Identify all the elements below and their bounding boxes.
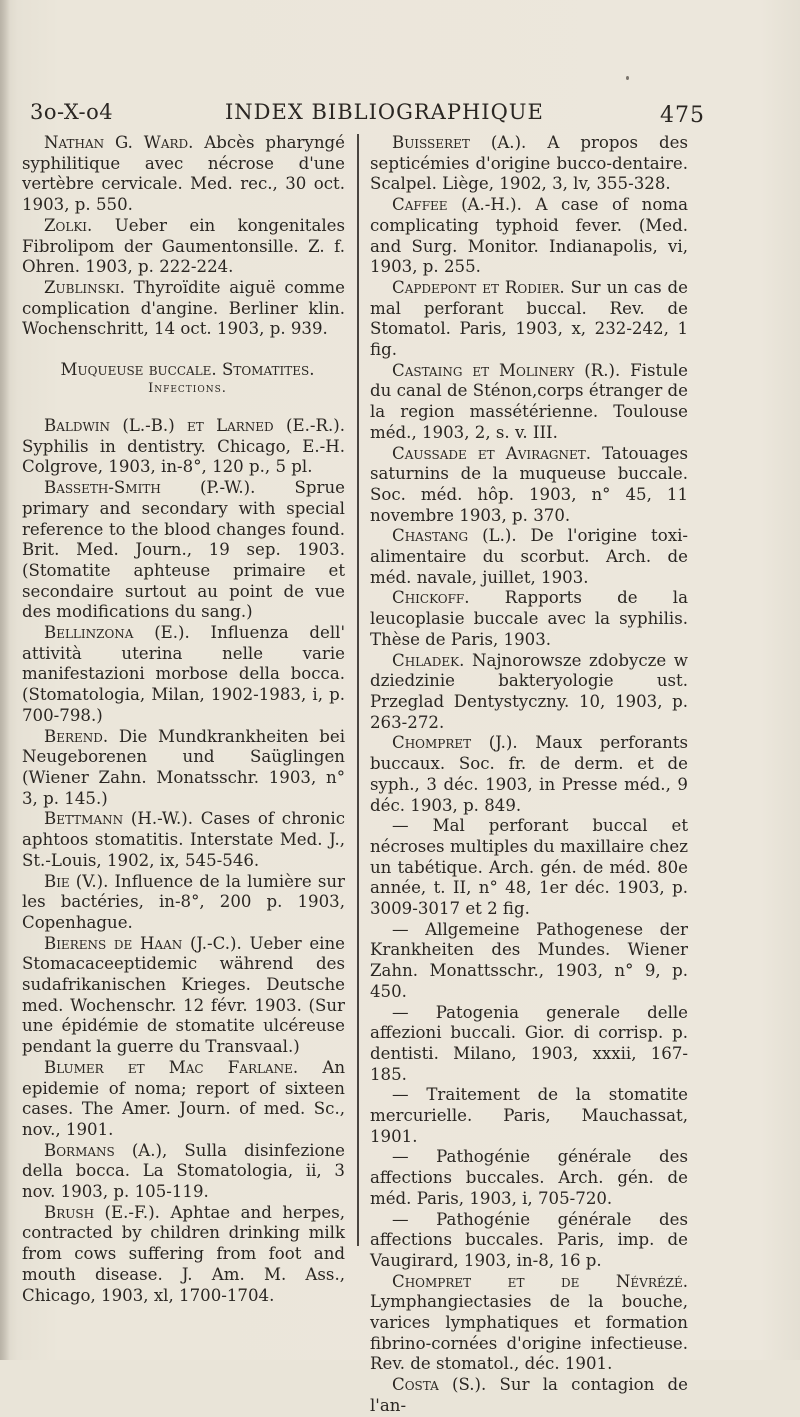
entry-text: Sur un cas de mal perforant buccal. Rev. de Stomatol. Paris, 1903, x, 232-242, 1 fig.	[370, 277, 688, 360]
entry-text: Ueber eine Stomacaceeptidemic während des sudafrikanischen Krieges. Deutsche med. Wochenschr. 12 févr. 1903. (Sur une épidémie de stomatite ulcéreuse pendant la guerre du Transvaal.)	[22, 933, 345, 1057]
page-number: 475	[660, 103, 705, 128]
entry-author: Zolki.	[44, 215, 93, 235]
entry-author: Bellinzona (E.).	[44, 623, 190, 643]
header-date-mark: 3o-X-o4	[30, 100, 114, 124]
entry-text: Mal perforant buccal et nécroses multiples du maxillaire chez un tabétique. Arch. gén. de méd. 80e année, t. II, n° 48, 1er déc. 1903, p. 3009-3017 et 2 fig.	[370, 816, 688, 919]
entry-text: Lymphangiectasies de la bouche, varices lymphatiques et formation fibrino-cornées d'origine infectieuse. Rev. de stomatol., déc. 1901.	[370, 1292, 688, 1374]
entry-author: —	[392, 816, 409, 836]
entry-text: Maux perforants buccaux. Soc. fr. de derm. et de syph., 3 déc. 1903, in Presse méd., 9 déc. 1903, p. 849.	[370, 733, 688, 815]
entry-text: Patogenia generale delle affezioni buccali. Gior. di corrisp. p. dentisti. Milano, 1903, xxxii, 167-185.	[370, 1002, 688, 1084]
bibliography-entry	[22, 727, 345, 810]
entry-text: Aphtae and herpes, contracted by children drinking milk from cows suffering from foot and mouth disease. J. Am. M. Ass., Chicago, 1903, xl, 1700-1704.	[22, 1202, 345, 1305]
bibliography-entry	[22, 809, 345, 871]
entry-author: Brush (E.-F.).	[44, 1202, 160, 1222]
bibliography-entry	[370, 1210, 688, 1272]
bibliography-entry	[22, 216, 345, 278]
entry-text: Traitement de la stomatite mercurielle. Paris, Mauchassat, 1901.	[370, 1085, 688, 1146]
entry-text: De l'origine toxi-alimentaire du scorbut. Arch. de méd. navale, juillet, 1903.	[370, 526, 688, 587]
entry-author: —	[392, 1147, 409, 1167]
entry-text: Sur la contagion de l'an-	[370, 1375, 688, 1415]
section-subtitle: Infections.	[148, 381, 227, 397]
entry-author: Chompret (J.).	[392, 733, 518, 753]
entry-author: Berend.	[44, 726, 109, 746]
bibliography-entry	[370, 361, 688, 444]
bibliography-entry	[370, 733, 688, 816]
entry-author: Baldwin (L.-B.) et Larned (E.-R.).	[44, 416, 345, 436]
entry-author: Bormans (A.),	[44, 1140, 168, 1160]
section-heading	[30, 360, 345, 398]
bibliography-entry	[22, 416, 345, 478]
entry-author: Chastang (L.).	[392, 526, 517, 546]
entry-author: —	[392, 1002, 409, 1022]
entry-author: Bettmann (H.-W.).	[44, 809, 193, 829]
entry-text: Ueber ein kongenitales Fibrolipom der Gaumentonsille. Z. f. Ohren. 1903, p. 222-224.	[22, 215, 345, 277]
bibliography-entry	[370, 133, 688, 195]
entry-author: Basseth-Smith (P.-W.).	[44, 478, 256, 498]
bibliography-entry	[370, 1085, 688, 1147]
entry-author: Bie (V.).	[44, 871, 109, 891]
column-divider	[357, 134, 359, 1246]
entry-author: Zublinski.	[44, 277, 125, 297]
right-column	[370, 133, 688, 1417]
entry-text: Sulla disinfezione della bocca. La Stomatologia, ii, 3 nov. 1903, p. 105-119.	[22, 1140, 345, 1202]
entry-text: Die Mundkrankheiten bei Neugeborenen und Saüglingen (Wiener Zahn. Monatsschr. 1903, n° 3, p. 145.)	[22, 726, 345, 808]
entry-author: Costa (S.).	[392, 1375, 487, 1395]
entry-author: Chompret et de Névrézé.	[392, 1271, 688, 1291]
bibliography-entry	[22, 934, 345, 1058]
entry-text: Tatouages saturnins de la muqueuse buccale. Soc. méd. hôp. 1903, n° 45, 11 novembre 1903, p. 370.	[370, 443, 688, 525]
entry-author: Chickoff.	[392, 588, 470, 608]
bibliography-entry	[370, 195, 688, 278]
entry-text: Cases of chronic aphtoos stomatitis. Interstate Med. J., St.-Louis, 1902, ix, 545-546.	[22, 809, 345, 870]
bibliography-entry	[370, 588, 688, 650]
entry-text: Sprue primary and secondary with special reference to the blood changes found. Brit. Med. Journ., 19 sep. 1903. (Stomatite aphteuse primaire et secondaire surtout au point de vue des modifications du sang.)	[22, 478, 345, 622]
bibliography-entry	[370, 816, 688, 920]
page-title: INDEX BIBLIOGRAPHIQUE	[225, 100, 544, 124]
entry-author: —	[392, 1209, 409, 1229]
entry-author: Blumer et Mac Farlane.	[44, 1057, 299, 1077]
entry-author: Nathan G. Ward.	[44, 133, 194, 152]
entry-text: An epidemie of noma; report of sixteen cases. The Amer. Journ. of med. Sc., nov., 1901.	[22, 1057, 345, 1139]
bibliography-entry	[370, 526, 688, 588]
entry-text: Influenza dell' attività uterina nelle varie manifestazioni morbose della bocca. (Stomatologia, Milan, 1902-1983, i, p. 700-798.)	[22, 623, 346, 725]
running-head	[30, 100, 705, 130]
entry-text: A case of noma complicating typhoid fever. (Med. and Surg. Monitor. Indianapolis, vi, 1903, p. 255.	[370, 195, 688, 277]
left-entries-top	[22, 133, 345, 340]
entry-text: Fistule du canal de Sténon,corps étranger de la region massétérienne. Toulouse méd., 1903, 2, s. v. III.	[370, 360, 689, 442]
bibliography-entry	[370, 1147, 688, 1209]
entry-author: Bierens de Haan (J.-C.).	[44, 933, 242, 953]
bibliography-entry	[370, 920, 688, 1003]
entry-text: Influence de la lumière sur les bactéries, in-8°, 200 p. 1903, Copenhague.	[22, 871, 345, 932]
bibliography-entry	[370, 278, 688, 361]
entry-author: —	[392, 1085, 409, 1105]
entry-text: Rapports de la leucoplasie buccale avec la syphilis. Thèse de Paris, 1903.	[370, 588, 688, 649]
left-entries-section	[22, 416, 346, 1306]
entry-text: Abcès pharyngé syphilitique avec nécrose d'une vertèbre cervicale. Med. rec., 30 oct. 1903, p. 550.	[22, 133, 345, 215]
bibliography-entry	[22, 872, 345, 934]
entry-text: A propos des septicémies d'origine bucco-dentaire. Scalpel. Liège, 1902, 3, lv, 355-328.	[370, 133, 688, 194]
bibliography-entry	[22, 133, 345, 216]
bibliography-entry	[370, 651, 688, 734]
print-speck	[626, 76, 629, 80]
entry-text: Allgemeine Pathogenese der Krankheiten des Mundes. Wiener Zahn. Monattsschr., 1903, n° 9, p. 450.	[370, 919, 688, 1001]
entry-text: Thyroïdite aiguë comme complication d'angine. Berliner klin. Wochenschritt, 14 oct. 1903, p. 939.	[22, 277, 345, 339]
bibliography-entry	[370, 1003, 688, 1086]
entry-text: Syphilis in dentistry. Chicago, E.-H. Colgrove, 1903, in-8°, 120 p., 5 pl.	[22, 436, 345, 477]
entry-author: Caussade et Aviragnet.	[392, 443, 591, 463]
entry-author: Capdepont et Rodier.	[392, 277, 565, 297]
right-entries	[370, 133, 688, 1417]
section-title: Muqueuse buccale. Stomatites.	[60, 360, 315, 380]
bibliography-entry	[370, 1375, 688, 1416]
entry-text: Pathogénie générale des affections buccales. Arch. gén. de méd. Paris, 1903, i, 705-720.	[370, 1147, 688, 1208]
entry-author: Caffee (A.-H.).	[392, 195, 522, 215]
bibliography-entry	[370, 444, 688, 527]
entry-text: Pathogénie générale des affections buccales. Paris, imp. de Vaugirard, 1903, in-8, 16 p.	[370, 1209, 688, 1270]
binding-shadow	[0, 0, 10, 1360]
entry-author: Buisseret (A.).	[392, 133, 527, 152]
entry-author: Castaing et Molinery (R.).	[392, 360, 621, 380]
bibliography-entry	[22, 1141, 345, 1203]
bibliography-entry	[22, 1203, 345, 1307]
left-column	[22, 133, 346, 1306]
entry-author: —	[392, 919, 409, 939]
entry-text: Najnorowsze zdobycze w dziedzinie bakteryologie ust. Przeglad Dentystyczny. 10, 1903, p. 263-272.	[370, 650, 688, 732]
bibliography-entry	[22, 1058, 345, 1141]
bibliography-entry	[22, 278, 345, 340]
bibliography-entry	[22, 478, 345, 623]
entry-author: Chladek.	[392, 650, 465, 670]
bibliography-entry	[22, 623, 345, 727]
